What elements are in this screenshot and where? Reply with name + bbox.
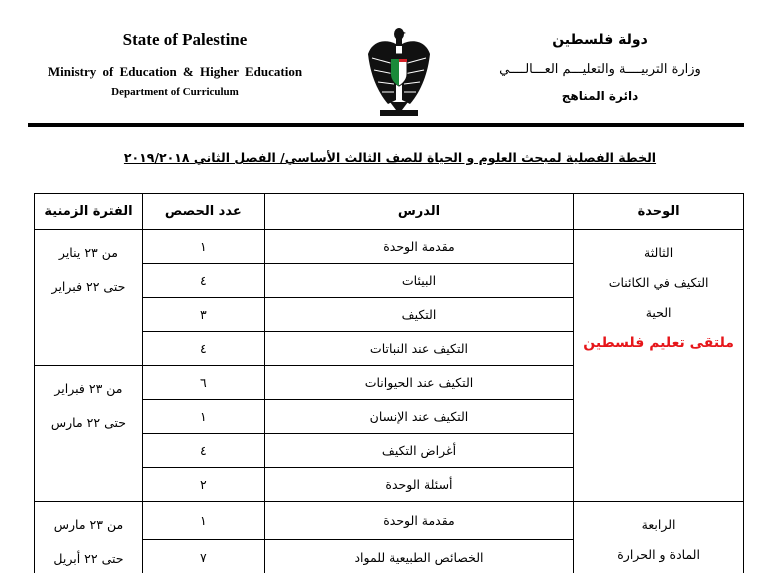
header-lesson: الدرس [264, 194, 573, 230]
unit-subtitle: المادة و الحرارة [617, 547, 700, 562]
lesson-cell: مقدمة الوحدة [264, 502, 573, 540]
unit-cell-third [574, 230, 744, 502]
lesson-cell: التكيف عند الحيوانات [264, 366, 573, 400]
lesson-cell: أسئلة الوحدة [264, 468, 573, 502]
period-end: حتى ٢٢ أبريل [53, 551, 124, 566]
state-name-ar: دولة فلسطين [552, 32, 648, 48]
table-row [35, 230, 744, 264]
count-cell: ١ [142, 230, 264, 264]
period-start: من ٢٣ مارس [53, 517, 124, 532]
unit-title: الرابعة [641, 517, 676, 532]
ministry-name-en: Ministry of Education & Higher Education [47, 64, 303, 79]
period-cell [35, 502, 143, 573]
period-end: حتى ٢٢ فبراير [51, 279, 126, 294]
header-count: عدد الحصص [142, 194, 264, 230]
period-end: حتى ٢٢ مارس [50, 415, 127, 430]
state-name-en: State of Palestine [122, 30, 248, 49]
period-start: من ٢٣ يناير [58, 245, 118, 260]
period-start: من ٢٣ فبراير [54, 381, 123, 396]
table-row [35, 502, 744, 540]
plan-title: الخطة الفصلية لمبحث العلوم و الحياة للصف الثالث الأساسي/ الفصل الثاني ٢٠١٩/٢٠١٨ [123, 150, 657, 165]
ministry-name-ar: وزارة التربيــــة والتعليـــم العـــالــــي [499, 62, 701, 77]
unit-subtitle: التكيف في الكائنات [608, 275, 709, 290]
lesson-cell: الخصائص الطبيعية للمواد [264, 539, 573, 573]
count-cell: ٢ [142, 468, 264, 502]
lesson-cell: التكيف [264, 298, 573, 332]
count-cell: ٤ [142, 434, 264, 468]
period-cell [35, 230, 143, 366]
watermark-text: ملتقى تعليم فلسطين [583, 335, 734, 351]
lesson-cell: البيئات [264, 264, 573, 298]
department-name-ar: دائرة المناهج [561, 89, 639, 103]
table-header-row [35, 194, 744, 230]
unit-title: الثالثة [644, 245, 674, 260]
count-cell: ٦ [142, 366, 264, 400]
header-period: الفترة الزمنية [35, 194, 143, 230]
count-cell: ٤ [142, 264, 264, 298]
semester-plan-table [34, 193, 744, 573]
unit-subtitle: الحية [645, 305, 672, 320]
lesson-cell: أغراض التكيف [264, 434, 573, 468]
header-unit: الوحدة [574, 194, 744, 230]
lesson-cell: التكيف عند النباتات [264, 332, 573, 366]
header-divider [28, 123, 744, 127]
lesson-cell: مقدمة الوحدة [264, 230, 573, 264]
palestine-eagle-emblem-icon [366, 24, 432, 120]
count-cell: ٣ [142, 298, 264, 332]
count-cell: ٤ [142, 332, 264, 366]
lesson-cell: التكيف عند الإنسان [264, 400, 573, 434]
period-cell [35, 366, 143, 502]
unit-cell-fourth [574, 502, 744, 573]
count-cell: ٧ [142, 539, 264, 573]
header-left [0, 30, 350, 98]
department-name-en: Department of Curriculum [111, 86, 239, 98]
count-cell: ١ [142, 400, 264, 434]
header-right [450, 32, 750, 103]
count-cell: ١ [142, 502, 264, 540]
